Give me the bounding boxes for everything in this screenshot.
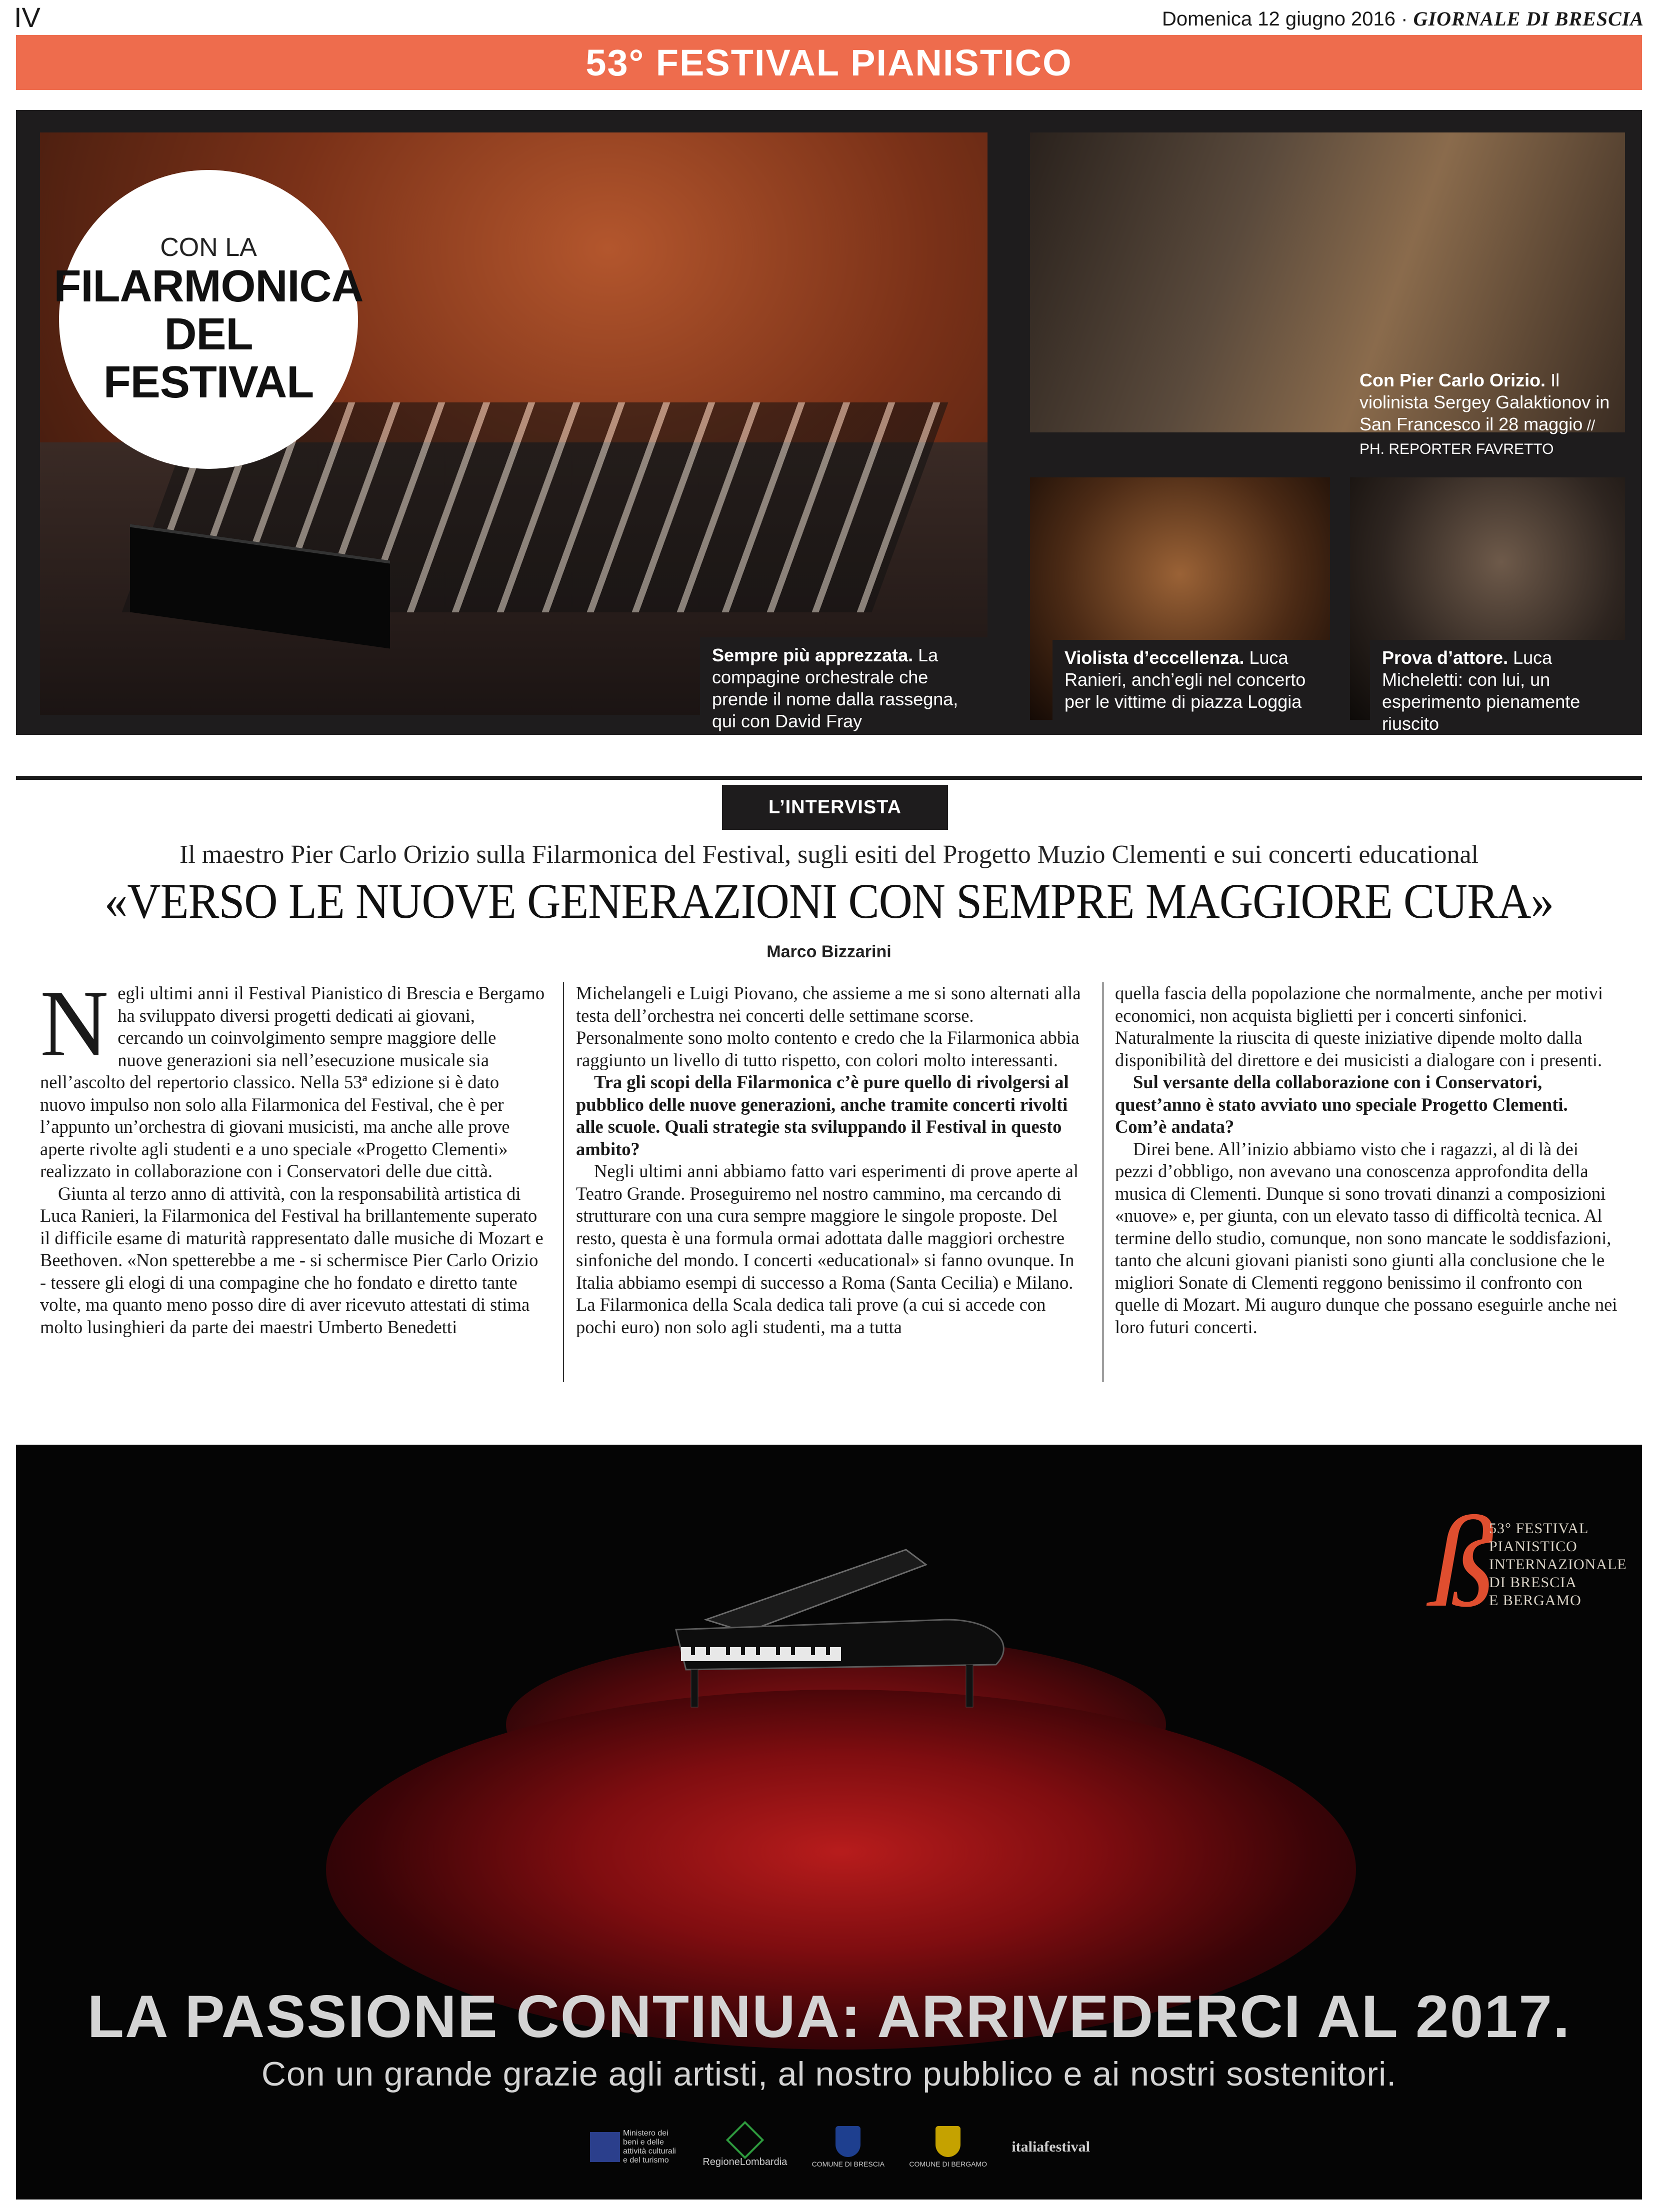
paragraph: Michelangeli e Luigi Piovano, che assieme a me si sono alternati alla testa dell’orchestra nei concerti delle settimane scorse. Personalmente sono molto contento e credo che la Filarmonica abbia raggiunto un livello di tutto rispetto, con colori molto interessanti. bbox=[576, 983, 1081, 1070]
paragraph: Direi bene. All’inizio abbiamo visto che i ragazzi, al di là dei pezzi d’obbligo, non avevano una conoscenza approfondita della musica di Clementi. Dunque si sono trovati dinanzi a composizioni «nuove» e, per giunta, con un elevato tasso di difficoltà tecnica. Al termine dello studio, comunque, non sono mancate le soddisfazioni, tanto che alcuni giovani pianisti sono giunti alla conclusione che le migliori Sonate di Clementi reggono benissimo il confronto con quelle di Mozart. Mi auguro dunque che possano eseguirle anche nei loro futuri concerti. bbox=[1115, 1138, 1618, 1337]
logo-line: INTERNAZIONALE bbox=[1489, 1556, 1627, 1573]
caption-text: Luca Ranieri, anch’egli nel concerto per le vittime di piazza Loggia bbox=[1064, 647, 1306, 712]
drop-cap: N bbox=[40, 971, 109, 1076]
ad-headline: LA PASSIONE CONTINUA: ARRIVEDERCI AL 2017. bbox=[87, 1983, 1571, 2050]
article-headline[interactable]: «VERSO LE NUOVE GENERAZIONI CON SEMPRE MAGGIORE CURA» bbox=[104, 873, 1554, 929]
article-byline: Marco Bizzarini bbox=[766, 942, 892, 961]
mibact-icon bbox=[590, 2132, 620, 2162]
badge-line2: FILARMONICA bbox=[54, 261, 364, 311]
ad-subline: Con un grande grazie agli artisti, al nostro pubblico e ai nostri sostenitori. bbox=[261, 2055, 1397, 2093]
article-top-rule bbox=[16, 776, 1642, 780]
paragraph: Giunta al terzo anno di attività, con la responsabilità artistica di Luca Ranieri, la Filarmonica del Festival ha brillantemente superato il difficile esame di maturità rappresentato dalle musiche di Mozart e Beethoven. «Non spetterebbe a me - si schermisce Pier Carlo Orizio - tessere gli elogi di una compagine che ho fondato e diretto tante volte, ma quanto meno posso dire di aver ricevuto attestati di stima molto lusinghieri da parte dei maestri Umberto Benedetti bbox=[40, 1183, 544, 1337]
column-divider bbox=[1102, 982, 1104, 1382]
column-divider bbox=[563, 982, 564, 1382]
photo-credit: // PH. REPORTER FAVRETTO bbox=[1360, 417, 1596, 457]
interview-question: Sul versante della collaborazione con i Conservatori, quest’anno è stato avviato uno speciale Progetto Clementi. Com’è andata? bbox=[1115, 1072, 1568, 1137]
date-separator: · bbox=[1401, 8, 1408, 30]
bergamo-crest-icon bbox=[936, 2126, 960, 2157]
article-kicker: L’INTERVISTA bbox=[722, 785, 948, 830]
paragraph bbox=[40, 971, 545, 1183]
regione-lombardia-logo[interactable] bbox=[702, 2127, 787, 2168]
badge-line3: DEL FESTIVAL bbox=[103, 309, 314, 407]
logo-edition: 53° bbox=[1489, 1520, 1512, 1537]
actor-photo-caption bbox=[1370, 640, 1625, 734]
grand-piano-icon bbox=[646, 1545, 1026, 1710]
paragraph: Negli ultimi anni abbiamo fatto vari esperimenti di prove aperte al Teatro Grande. Proseguiremo nel nostro cammino, ma cercando di strutturare con una cura sempre maggiore le singole proposte. Del resto, questa è una formula ormai adottata dalle maggiori orchestre sinfoniche del mondo. I concerti «educational» si fanno ovunque. In Italia abbiamo esempi di successo a Roma (Santa Cecilia) e Milano. La Filarmonica della Scala dedica tali prove (a cui si accede con pochi euro) non solo agli studenti, ma a tutta bbox=[576, 1161, 1078, 1337]
violinist-photo-caption bbox=[1348, 362, 1625, 457]
caption-text: Luca Micheletti: con lui, un esperimento pienamente riuscito bbox=[1382, 647, 1580, 734]
caption-title: Prova d’attore. bbox=[1382, 647, 1508, 668]
article-column-3 bbox=[1115, 982, 1620, 1338]
bergamo-text: COMUNE DI BERGAMO bbox=[909, 2160, 987, 2168]
logo-line: FESTIVAL bbox=[1516, 1520, 1589, 1537]
filarmonica-badge bbox=[54, 170, 364, 469]
section-band bbox=[16, 35, 1642, 90]
section-title: 53° FESTIVAL PIANISTICO bbox=[586, 41, 1072, 83]
caption-title: Sempre più apprezzata. bbox=[712, 645, 914, 665]
italiafestival-text: italiafestival bbox=[1012, 2139, 1090, 2155]
interview-question: Tra gli scopi della Filarmonica c’è pure quello di rivolgersi al pubblico delle nuove generazioni, anche tramite concerti rivolti alle scuole. Quali strategie sta sviluppando il Festival in questo ambito? bbox=[576, 1072, 1069, 1159]
sponsor-logos bbox=[590, 2120, 1090, 2175]
paragraph: quella fascia della popolazione che normalmente, anche per motivi economici, non acquista biglietti per i concerti sinfonici. Naturalmente la riuscita di queste iniziative dipende molto dalla disponibilità del direttore e dei musicisti a dialogare con i presenti. bbox=[1115, 983, 1603, 1070]
article-column-2 bbox=[576, 982, 1081, 1338]
caption-text: La compagine orchestrale che prende il nome dalla rassegna, qui con David Fray bbox=[712, 645, 958, 731]
festival-logo-text bbox=[1489, 1520, 1627, 1610]
mibact-logo[interactable] bbox=[590, 2129, 678, 2165]
badge-line1: CON LA bbox=[160, 233, 257, 262]
issue-date: Domenica 12 giugno 2016 bbox=[1162, 8, 1396, 30]
lombardia-rose-icon bbox=[726, 2121, 764, 2159]
logo-line: PIANISTICO bbox=[1489, 1538, 1578, 1555]
article-subhead: Il maestro Pier Carlo Orizio sulla Filarmonica del Festival, sugli esiti del Progetto Muzio Clementi e sui concerti educational bbox=[180, 840, 1478, 869]
violist-photo-caption bbox=[1052, 640, 1330, 720]
caption-title: Con Pier Carlo Orizio. bbox=[1360, 370, 1546, 390]
main-photo-caption bbox=[700, 637, 988, 731]
festival-logo-mark: ß bbox=[1430, 1490, 1495, 1634]
logo-line: E BERGAMO bbox=[1489, 1592, 1582, 1609]
paragraph-text: egli ultimi anni il Festival Pianistico di Brescia e Bergamo ha sviluppato diversi progetti dedicati ai giovani, cercando un coinvolgimento sempre maggiore delle nuove generazioni sia nell’esecuzione musicale sia nell’ascolto del repertorio classico. Nella 53ª edizione si è dato nuovo impulso non solo alla Filarmonica del Festival, che è per l’appunto un’orchestra di giovani musicisti, ma anche alle prove aperte rivolte agli studenti e a uno speciale «Progetto Clementi» realizzato in collaborazione con i Conservatori delle due città. bbox=[40, 983, 545, 1181]
regione-text: RegioneLombardia bbox=[702, 2156, 788, 2168]
comune-brescia-logo[interactable] bbox=[812, 2126, 884, 2168]
comune-bergamo-logo[interactable] bbox=[909, 2126, 987, 2168]
newspaper-name[interactable]: GIORNALE DI BRESCIA bbox=[1413, 7, 1644, 30]
festival-logo[interactable] bbox=[1430, 1490, 1627, 1634]
mibact-text: Ministero dei beni e delle attività culturali e del turismo bbox=[623, 2129, 676, 2165]
date-line bbox=[1162, 7, 1644, 30]
page-number: IV bbox=[14, 1, 40, 33]
logo-line: DI BRESCIA bbox=[1489, 1574, 1577, 1591]
italiafestival-logo[interactable] bbox=[1012, 2139, 1090, 2156]
caption-title: Violista d’eccellenza. bbox=[1064, 647, 1244, 668]
article-column-1 bbox=[40, 971, 545, 1338]
caption-text: Il violinista Sergey Galaktionov in San Francesco il 28 maggio bbox=[1360, 370, 1610, 434]
brescia-text: COMUNE DI BRESCIA bbox=[812, 2160, 885, 2168]
brescia-crest-icon bbox=[836, 2126, 860, 2157]
